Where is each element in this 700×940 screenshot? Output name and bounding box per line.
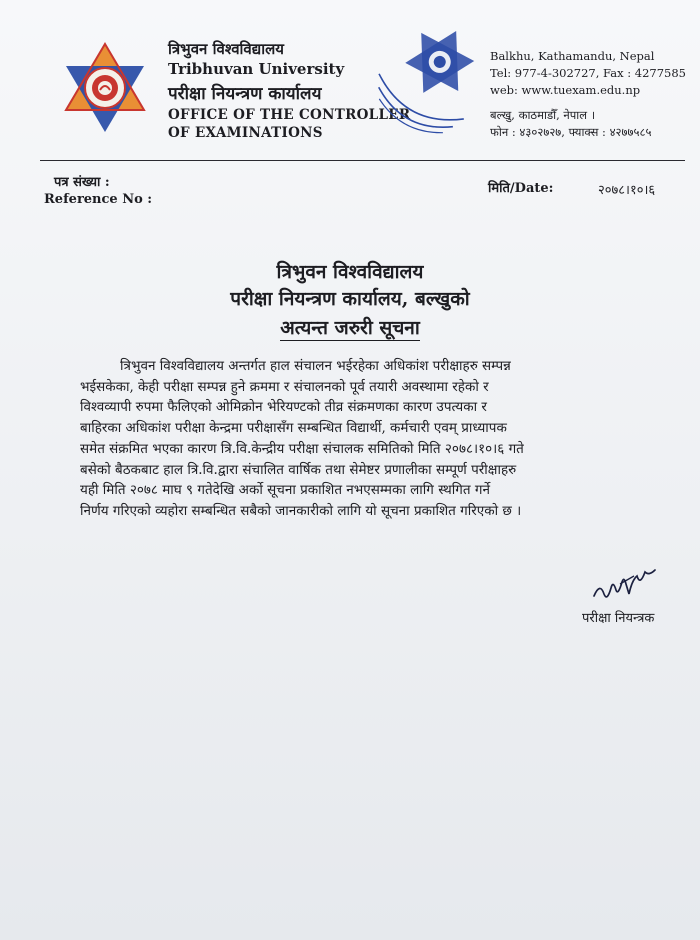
notice-body <box>80 356 672 522</box>
office-name-nepali: परीक्षा नियन्त्रण कार्यालय <box>168 84 322 104</box>
body-line: त्रिभुवन विश्वविद्यालय अन्तर्गत हाल संचालन भईरहेका अधिकांश परीक्षाहरु सम्पन्न <box>120 358 511 374</box>
body-line: भईसकेका, केही परीक्षा सम्पन्न हुने क्रममा र संचालनको पूर्व तयारी अवस्थामा रहेको र <box>80 378 489 395</box>
university-name-english: Tribhuvan University <box>168 60 345 78</box>
header-divider <box>40 160 685 161</box>
body-line: बसेको बैठकबाट हाल त्रि.वि.द्वारा संचालित वार्षिक तथा सेमेष्टर प्रणालीका सम्पूर्ण परीक्षाहरु <box>80 461 517 478</box>
signatory-title: परीक्षा नियन्त्रक <box>582 611 655 626</box>
body-line: समेत संक्रमित भएका कारण त्रि.वि.केन्द्रीय परीक्षा संचालक समितिको मिति २०७८।१०।६ गते <box>80 440 524 457</box>
handwritten-signature-icon <box>590 566 660 606</box>
address-english: Balkhu, Kathamandu, Nepal <box>490 49 655 63</box>
address-nepali: बल्खु, काठमाडौँ, नेपाल । <box>490 108 596 122</box>
date-value: २०७८।१०।६ <box>598 183 656 198</box>
university-name-nepali: त्रिभुवन विश्वविद्यालय <box>168 40 284 58</box>
office-seal-icon <box>372 14 484 142</box>
urgent-notice-heading: अत्यन्त जरुरी सूचना <box>280 317 420 339</box>
office-name-english-line2: OF EXAMINATIONS <box>168 125 323 141</box>
tu-emblem-icon <box>62 40 148 136</box>
tel-fax: Tel: 977-4-302727, Fax : 4277585 <box>490 66 686 80</box>
date-label: मिति/Date: <box>488 181 554 196</box>
body-line: निर्णय गरिएको व्यहोरा सम्बन्धित सबैको जानकारीको लागि यो सूचना प्रकाशित गरिएको छ । <box>80 502 522 519</box>
notice-title-line2: परीक्षा नियन्त्रण कार्यालय, बल्खुको <box>230 288 470 310</box>
reference-no-label: Reference No : <box>44 192 153 207</box>
website: web: www.tuexam.edu.np <box>490 83 641 97</box>
body-line: विश्वव्यापी रुपमा फैलिएको ओमिक्रोन भेरियण्टको तीव्र संक्रमणका कारण उपत्यका र <box>80 399 487 416</box>
contact-address-block <box>490 48 695 141</box>
patra-sankhya-label: पत्र संख्या : <box>54 175 110 190</box>
office-name-english-line1: OFFICE OF THE CONTROLLER <box>168 107 411 123</box>
body-line: यही मिति २०७८ माघ ९ गतेदेखि अर्को सूचना प्रकाशित नभएसम्मका लागि स्थगित गर्ने <box>80 482 490 499</box>
phone-nepali: फोन : ४३०२७२७, फ्याक्स : ४२७७५८५ <box>490 125 652 139</box>
notice-title-line1: त्रिभुवन विश्वविद्यालय <box>276 261 424 283</box>
body-line: बाहिरका अधिकांश परीक्षा केन्द्रमा परीक्षासँग सम्बन्धित विद्यार्थी, कर्मचारी एवम् प्राध्यापक <box>80 420 507 437</box>
notice-title-urgent <box>0 314 700 340</box>
